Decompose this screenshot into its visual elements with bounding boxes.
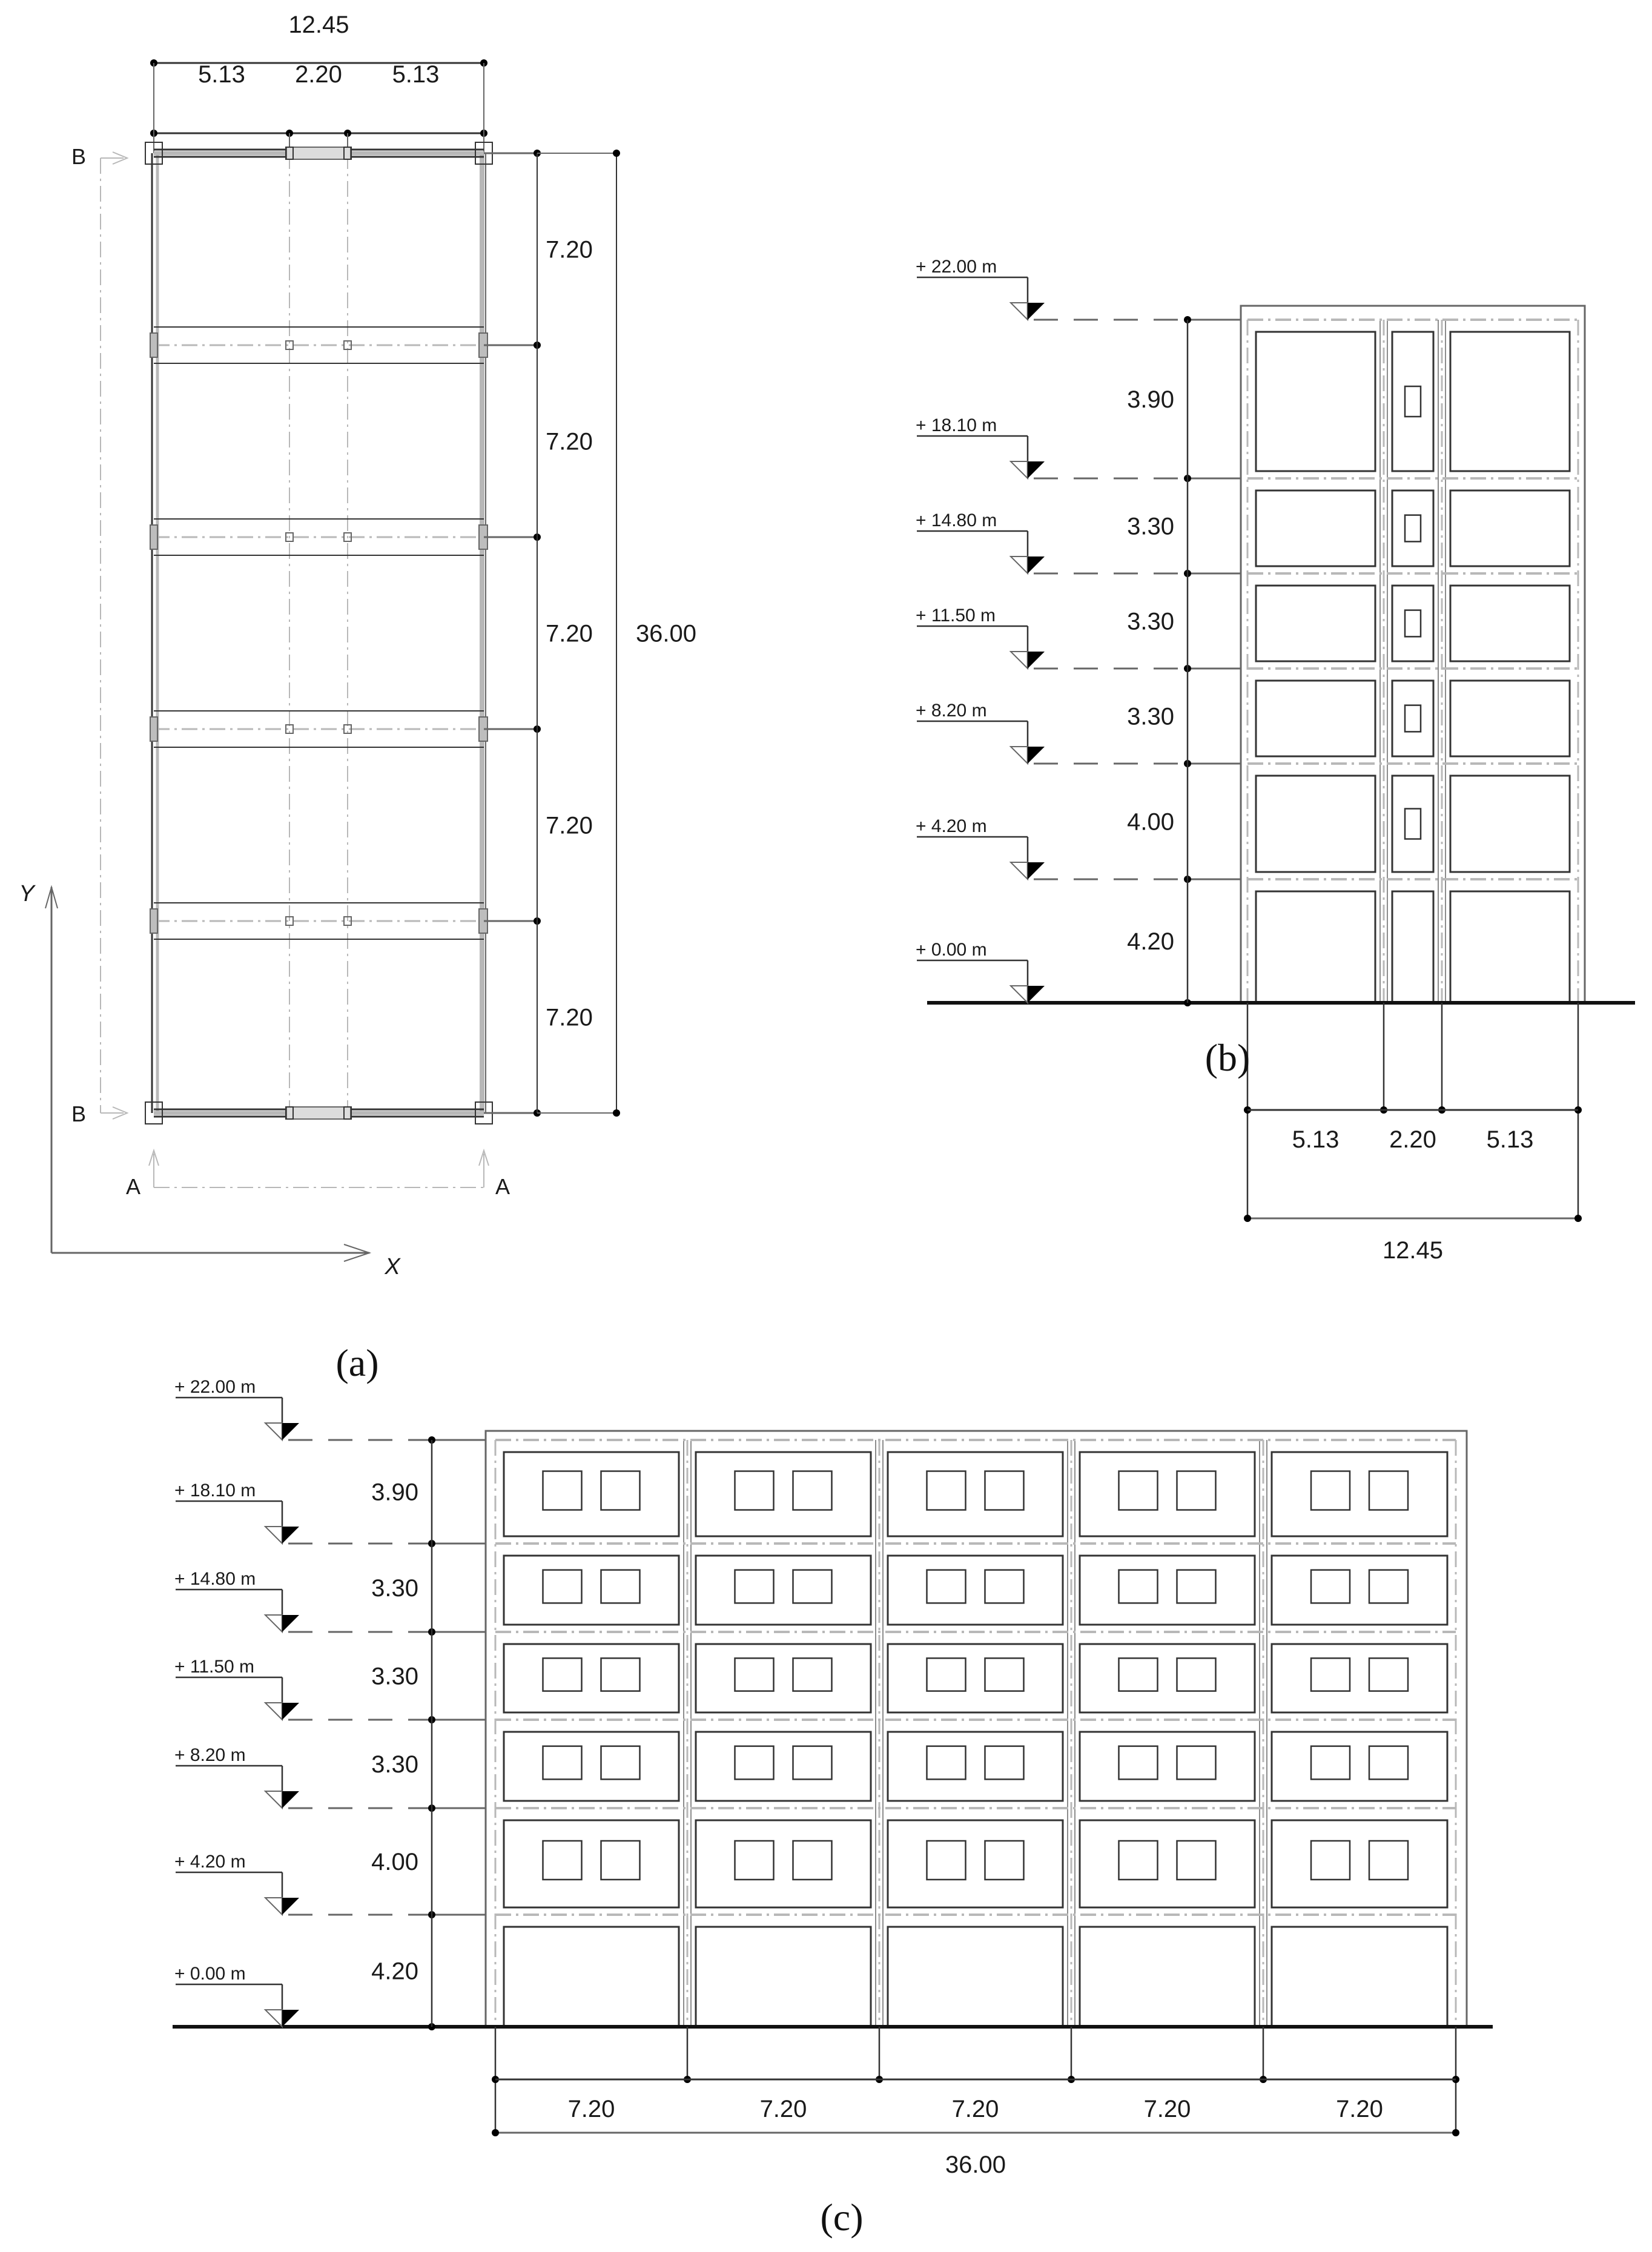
storey-height: 4.20 bbox=[1127, 928, 1174, 955]
storey-height: 3.30 bbox=[371, 1575, 418, 1602]
storey-height: 4.00 bbox=[1127, 808, 1174, 836]
dimension-dot-icon bbox=[613, 1109, 620, 1117]
infill-panel bbox=[696, 1452, 871, 1536]
dim-bay-length: 7.20 bbox=[546, 812, 593, 839]
window-icon bbox=[1405, 515, 1421, 542]
level-marker-icon bbox=[265, 1703, 282, 1720]
window-icon bbox=[1405, 705, 1421, 732]
window-icon bbox=[793, 1746, 832, 1780]
level-marker-icon bbox=[265, 1527, 282, 1544]
level-marker-icon bbox=[282, 1527, 299, 1544]
window-icon bbox=[1369, 1841, 1408, 1880]
level-marker-icon bbox=[1028, 986, 1045, 1003]
window-icon bbox=[927, 1746, 966, 1780]
infill-panel bbox=[1392, 891, 1433, 1003]
infill-panel bbox=[888, 1556, 1063, 1625]
storey-height: 4.00 bbox=[371, 1849, 418, 1875]
infill-panel bbox=[1256, 332, 1375, 471]
infill-panel bbox=[1256, 586, 1375, 661]
level-marker-icon bbox=[265, 1615, 282, 1632]
level-marker-icon bbox=[1011, 556, 1028, 573]
infill-panel bbox=[888, 1732, 1063, 1801]
dimension-dot-icon bbox=[1574, 1215, 1582, 1222]
infill-panel bbox=[1256, 681, 1375, 756]
window-icon bbox=[1405, 809, 1421, 839]
window-icon bbox=[543, 1570, 582, 1603]
dim-span: 5.13 bbox=[1486, 1126, 1534, 1153]
level-marker-icon bbox=[282, 1423, 299, 1440]
infill-panel bbox=[1272, 1820, 1447, 1907]
x-axis-label: X bbox=[385, 1254, 400, 1280]
infill-panel bbox=[1450, 776, 1570, 872]
dimension-dot-icon bbox=[1244, 1215, 1251, 1222]
window-icon bbox=[543, 1471, 582, 1510]
infill-panel bbox=[504, 1820, 679, 1907]
infill-panel bbox=[1392, 490, 1433, 566]
level-marker-icon bbox=[265, 2010, 282, 2027]
window-icon bbox=[793, 1570, 832, 1603]
panel-b-transverse-elevation bbox=[916, 257, 1635, 1264]
infill-panel bbox=[1392, 332, 1433, 471]
level-label: + 8.20 m bbox=[174, 1745, 246, 1765]
window-icon bbox=[1311, 1570, 1350, 1603]
level-marker-icon bbox=[1011, 747, 1028, 764]
level-label: + 14.80 m bbox=[916, 510, 997, 530]
level-label: + 8.20 m bbox=[916, 701, 987, 721]
window-icon bbox=[601, 1658, 640, 1691]
infill-panel bbox=[1450, 586, 1570, 661]
window-icon bbox=[985, 1570, 1024, 1603]
infill-panel bbox=[1272, 1927, 1447, 2027]
window-icon bbox=[1405, 386, 1421, 417]
level-label: + 4.20 m bbox=[916, 816, 987, 836]
level-marker-icon bbox=[282, 1703, 299, 1720]
window-icon bbox=[793, 1841, 832, 1880]
window-icon bbox=[735, 1471, 774, 1510]
infill-panel bbox=[1272, 1644, 1447, 1712]
window-icon bbox=[543, 1658, 582, 1691]
infill-panel bbox=[504, 1452, 679, 1536]
window-icon bbox=[927, 1658, 966, 1691]
infill-panel bbox=[1392, 776, 1433, 872]
window-icon bbox=[1311, 1841, 1350, 1880]
level-marker-icon bbox=[1011, 461, 1028, 478]
window-icon bbox=[1119, 1841, 1158, 1880]
window-icon bbox=[793, 1658, 832, 1691]
dim-span: 7.20 bbox=[759, 2096, 807, 2122]
level-marker-icon bbox=[1028, 303, 1045, 320]
level-marker-icon bbox=[282, 2010, 299, 2027]
window-icon bbox=[985, 1658, 1024, 1691]
window-icon bbox=[927, 1471, 966, 1510]
dim-total-length: 36.00 bbox=[635, 620, 697, 647]
caption-c: (c) bbox=[820, 2196, 864, 2239]
dim-span-width: 5.13 bbox=[198, 61, 245, 88]
dimension-dot-icon bbox=[613, 150, 620, 157]
storey-height: 3.90 bbox=[371, 1479, 418, 1506]
infill-panel bbox=[504, 1927, 679, 2027]
infill-panel bbox=[696, 1732, 871, 1801]
window-icon bbox=[985, 1841, 1024, 1880]
dim-bay-length: 7.20 bbox=[546, 1004, 593, 1031]
window-icon bbox=[1405, 610, 1421, 637]
level-marker-icon bbox=[265, 1423, 282, 1440]
caption-b: (b) bbox=[1204, 1036, 1251, 1079]
level-label: + 0.00 m bbox=[174, 1964, 246, 1984]
infill-panel bbox=[1080, 1820, 1255, 1907]
window-icon bbox=[1369, 1570, 1408, 1603]
level-marker-icon bbox=[1028, 652, 1045, 669]
window-icon bbox=[543, 1746, 582, 1780]
window-icon bbox=[543, 1841, 582, 1880]
y-axis-label: Y bbox=[19, 881, 35, 906]
infill-panel bbox=[1450, 891, 1570, 1003]
level-label: + 22.00 m bbox=[174, 1377, 256, 1397]
section-mark-a: A bbox=[125, 1174, 141, 1199]
window-icon bbox=[1119, 1658, 1158, 1691]
infill-panel bbox=[1272, 1732, 1447, 1801]
window-icon bbox=[735, 1570, 774, 1603]
level-label: + 0.00 m bbox=[916, 940, 987, 960]
dim-span: 7.20 bbox=[951, 2096, 999, 2122]
panel-a-floor-plan bbox=[19, 12, 696, 1280]
infill-panel bbox=[1450, 681, 1570, 756]
column-icon bbox=[150, 333, 157, 357]
infill-panel bbox=[696, 1644, 871, 1712]
infill-panel bbox=[888, 1452, 1063, 1536]
window-icon bbox=[1177, 1570, 1216, 1603]
infill-panel bbox=[696, 1927, 871, 2027]
infill-panel bbox=[696, 1820, 871, 1907]
column-icon bbox=[150, 525, 157, 549]
level-label: + 18.10 m bbox=[174, 1481, 256, 1501]
infill-panel bbox=[1392, 586, 1433, 661]
dim-span-width: 2.20 bbox=[295, 61, 342, 88]
level-marker-icon bbox=[1011, 303, 1028, 320]
dim-total-width: 12.45 bbox=[288, 12, 349, 38]
dim-span: 7.20 bbox=[567, 2096, 615, 2122]
window-icon bbox=[1177, 1841, 1216, 1880]
dim-span: 7.20 bbox=[1336, 2096, 1383, 2122]
level-label: + 14.80 m bbox=[174, 1569, 256, 1589]
window-icon bbox=[601, 1746, 640, 1780]
stair-beam bbox=[286, 1107, 351, 1119]
level-label: + 11.50 m bbox=[174, 1657, 255, 1677]
storey-height: 3.30 bbox=[1127, 608, 1174, 635]
level-label: + 18.10 m bbox=[916, 415, 997, 435]
infill-panel bbox=[888, 1820, 1063, 1907]
storey-height: 3.30 bbox=[371, 1751, 418, 1778]
level-marker-icon bbox=[265, 1791, 282, 1808]
infill-panel bbox=[1080, 1732, 1255, 1801]
window-icon bbox=[1369, 1658, 1408, 1691]
panel-c-longitudinal-elevation bbox=[173, 1377, 1493, 2178]
infill-panel bbox=[888, 1927, 1063, 2027]
window-icon bbox=[1177, 1658, 1216, 1691]
window-icon bbox=[1177, 1746, 1216, 1780]
window-icon bbox=[1311, 1746, 1350, 1780]
infill-panel bbox=[1272, 1452, 1447, 1536]
storey-height: 3.30 bbox=[371, 1663, 418, 1690]
level-marker-icon bbox=[282, 1791, 299, 1808]
level-marker-icon bbox=[1028, 747, 1045, 764]
column-icon bbox=[150, 909, 157, 933]
level-marker-icon bbox=[1028, 461, 1045, 478]
storey-height: 4.20 bbox=[371, 1958, 418, 1985]
column-icon bbox=[150, 717, 157, 741]
dimension-dot-icon bbox=[492, 2129, 499, 2136]
infill-panel bbox=[1080, 1556, 1255, 1625]
infill-panel bbox=[1256, 891, 1375, 1003]
level-marker-icon bbox=[1011, 986, 1028, 1003]
infill-panel bbox=[1450, 490, 1570, 566]
dim-total: 12.45 bbox=[1382, 1237, 1444, 1264]
infill-panel bbox=[1450, 332, 1570, 471]
dimension-dot-icon bbox=[1452, 2129, 1459, 2136]
window-icon bbox=[1177, 1471, 1216, 1510]
infill-panel bbox=[504, 1644, 679, 1712]
infill-panel bbox=[504, 1732, 679, 1801]
window-icon bbox=[1119, 1570, 1158, 1603]
level-marker-icon bbox=[282, 1615, 299, 1632]
level-marker-icon bbox=[282, 1898, 299, 1915]
level-marker-icon bbox=[265, 1898, 282, 1915]
infill-panel bbox=[696, 1556, 871, 1625]
dim-span: 2.20 bbox=[1389, 1126, 1436, 1153]
building-outline bbox=[1241, 306, 1585, 1003]
storey-height: 3.30 bbox=[1127, 703, 1174, 730]
window-icon bbox=[985, 1746, 1024, 1780]
level-label: + 11.50 m bbox=[916, 606, 996, 626]
dim-bay-length: 7.20 bbox=[546, 428, 593, 455]
storey-height: 3.30 bbox=[1127, 513, 1174, 540]
window-icon bbox=[927, 1570, 966, 1603]
level-marker-icon bbox=[1028, 862, 1045, 879]
window-icon bbox=[735, 1746, 774, 1780]
level-marker-icon bbox=[1011, 652, 1028, 669]
window-icon bbox=[735, 1658, 774, 1691]
stair-beam bbox=[286, 147, 351, 159]
window-icon bbox=[985, 1471, 1024, 1510]
window-icon bbox=[1119, 1746, 1158, 1780]
dim-span: 7.20 bbox=[1143, 2096, 1191, 2122]
section-mark-b: B bbox=[71, 144, 87, 169]
infill-panel bbox=[888, 1644, 1063, 1712]
window-icon bbox=[601, 1471, 640, 1510]
infill-panel bbox=[1256, 490, 1375, 566]
section-mark-a: A bbox=[495, 1174, 510, 1199]
dim-total: 36.00 bbox=[945, 2151, 1006, 2178]
storey-height: 3.90 bbox=[1127, 386, 1174, 413]
dim-span: 5.13 bbox=[1292, 1126, 1340, 1153]
infill-panel bbox=[504, 1556, 679, 1625]
infill-panel bbox=[1392, 681, 1433, 756]
window-icon bbox=[1369, 1471, 1408, 1510]
dim-bay-length: 7.20 bbox=[546, 620, 593, 647]
infill-panel bbox=[1080, 1644, 1255, 1712]
dim-span-width: 5.13 bbox=[392, 61, 440, 88]
window-icon bbox=[793, 1471, 832, 1510]
window-icon bbox=[1311, 1658, 1350, 1691]
level-label: + 22.00 m bbox=[916, 257, 997, 277]
infill-panel bbox=[1080, 1927, 1255, 2027]
window-icon bbox=[1119, 1471, 1158, 1510]
window-icon bbox=[601, 1570, 640, 1603]
infill-panel bbox=[1272, 1556, 1447, 1625]
window-icon bbox=[927, 1841, 966, 1880]
infill-panel bbox=[1256, 776, 1375, 872]
building-outline bbox=[486, 1431, 1467, 2027]
window-icon bbox=[601, 1841, 640, 1880]
window-icon bbox=[1311, 1471, 1350, 1510]
dim-bay-length: 7.20 bbox=[546, 236, 593, 263]
section-mark-b: B bbox=[71, 1101, 87, 1126]
level-marker-icon bbox=[1011, 862, 1028, 879]
caption-a: (a) bbox=[335, 1341, 379, 1384]
window-icon bbox=[1369, 1746, 1408, 1780]
level-marker-icon bbox=[1028, 556, 1045, 573]
infill-panel bbox=[1080, 1452, 1255, 1536]
level-label: + 4.20 m bbox=[174, 1852, 246, 1872]
window-icon bbox=[735, 1841, 774, 1880]
